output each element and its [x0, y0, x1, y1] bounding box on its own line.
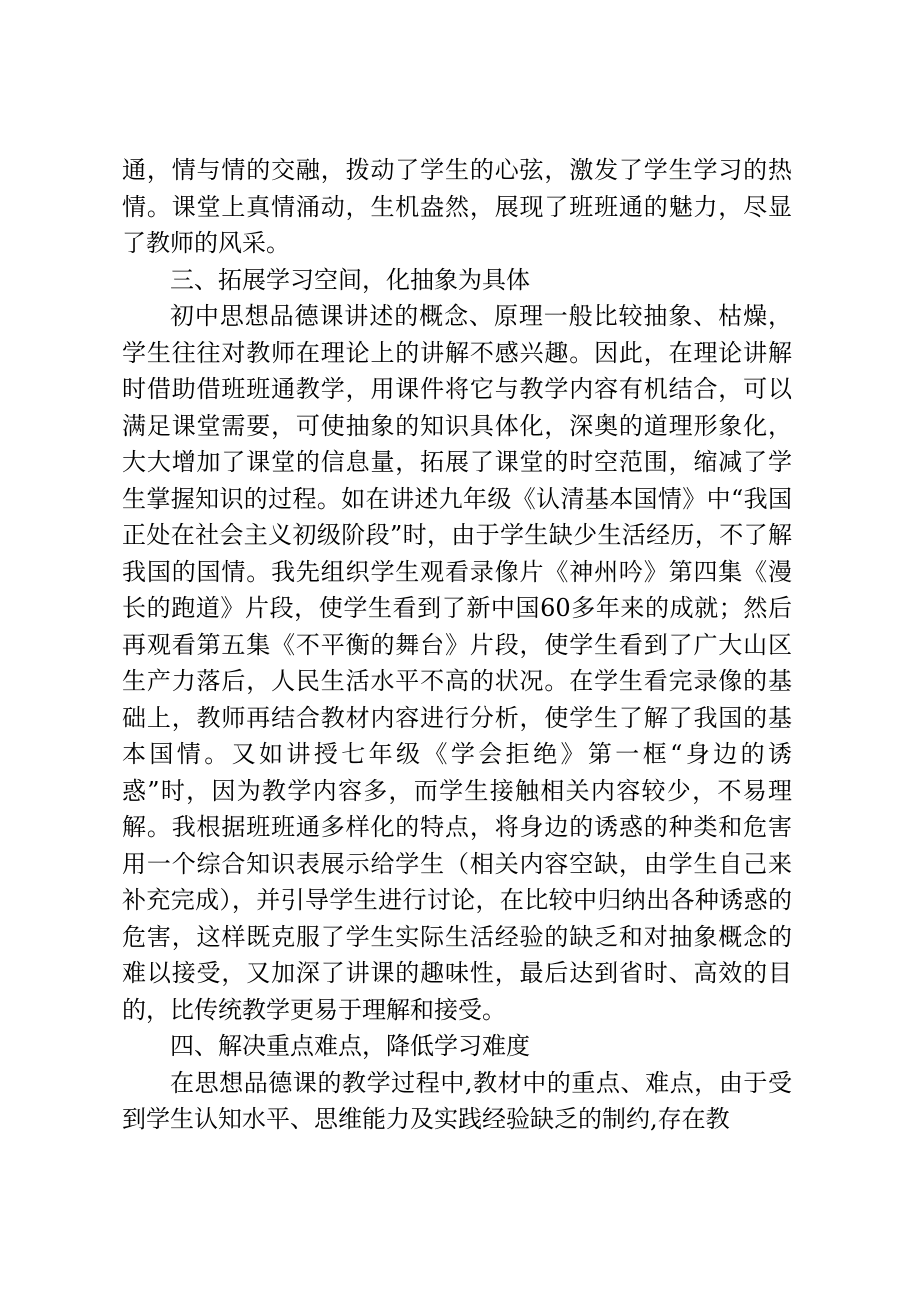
document-page	[122, 152, 792, 1138]
section-heading-three: 三、拓展学习空间，化抽象为具体	[170, 265, 530, 294]
paragraph-continuation: 通，情与情的交融，拨动了学生的心弦，激发了学生学习的热情。课堂上真情涌动，生机盎然，展现了班班通的魅力，尽显了教师的风采。	[122, 156, 792, 257]
paragraph-section-four: 在思想品德课的教学过程中,教材中的重点、难点，由于受到学生认知水平、思维能力及实践经验缺乏的制约,存在教	[122, 1068, 792, 1133]
paragraph-section-three: 初中思想品德课讲述的概念、原理一般比较抽象、枯燥，学生往往对教师在理论上的讲解不感兴趣。因此，在理论讲解时借助借班班通教学，用课件将它与教学内容有机结合，可以满足课堂需要，可使抽象的知识具体化，深奥的道理形象化，大大增加了课堂的信息量，拓展了课堂的时空范围，缩减了学生掌握知识的过程。如在讲述九年级《认清基本国情》中“我国正处在社会主义初级阶段”时，由于学生缺少生活经历，不了解我国的国情。我先组织学生观看录像片《神州吟》第四集《漫长的跑道》片段，使学生看到了新中国60多年来的成就；然后再观看第五集《不平衡的舞台》片段，使学生看到了广大山区生产力落后，人民生活水平不高的状况。在学生看完录像的基础上，教师再结合教材内容进行分析，使学生了解了我国的基本国情。又如讲授七年级《学会拒绝》第一框“身边的诱惑”时，因为教学内容多，而学生接触相关内容较少，不易理解。我根据班班通多样化的特点，将身边的诱惑的种类和危害用一个综合知识表展示给学生（相关内容空缺，由学生自己来补充完成），并引导学生进行讨论，在比较中归纳出各种诱惑的危害，这样既克服了学生实际生活经验的缺乏和对抽象概念的难以接受，又加深了讲课的趣味性，最后达到省时、高效的目的，比传统教学更易于理解和接受。	[122, 302, 792, 1024]
section-heading-four: 四、解决重点难点，降低学习难度	[170, 1032, 530, 1060]
